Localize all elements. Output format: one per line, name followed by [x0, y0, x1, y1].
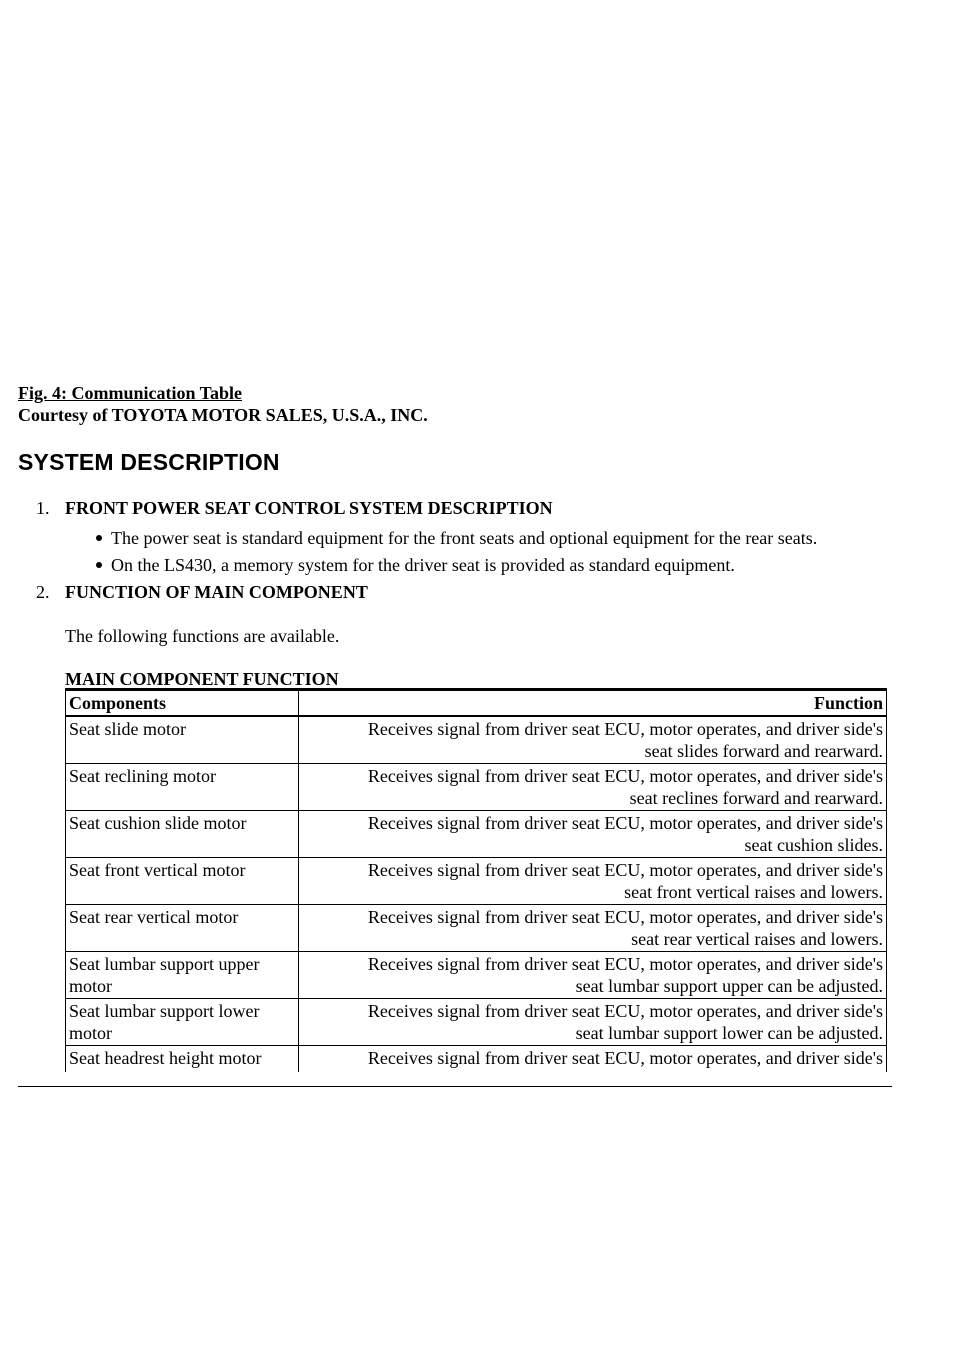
- component-cell: [66, 952, 299, 999]
- bullet-item: [96, 527, 817, 549]
- function-cell: [299, 905, 887, 952]
- function-text: seat lumbar support upper can be adjusted.: [575, 976, 883, 996]
- function-cell: [299, 952, 887, 999]
- column-header-components: Components: [66, 690, 299, 717]
- function-text: seat reclines forward and rearward.: [629, 788, 883, 808]
- paragraph: The following functions are available.: [65, 626, 340, 646]
- component-cell: [66, 764, 299, 811]
- function-text: Receives signal from driver seat ECU, motor operates, and driver side's: [367, 719, 883, 739]
- numbered-item-1: [36, 497, 553, 519]
- function-text: Receives signal from driver seat ECU, motor operates, and driver side's: [367, 1048, 883, 1068]
- function-cell: [299, 716, 887, 764]
- table-row: [66, 1046, 887, 1073]
- function-text: Receives signal from driver seat ECU, motor operates, and driver side's: [367, 813, 883, 833]
- figure-title: Fig. 4: Communication Table: [18, 383, 243, 403]
- function-cell: [299, 1046, 887, 1073]
- bullet-text: On the LS430, a memory system for the driver seat is provided as standard equipment.: [111, 555, 735, 575]
- component-cell: [66, 716, 299, 764]
- function-text: Receives signal from driver seat ECU, motor operates, and driver side's: [367, 860, 883, 880]
- table-row: [66, 999, 887, 1046]
- figure-caption: [18, 382, 428, 426]
- function-text: Receives signal from driver seat ECU, motor operates, and driver side's: [367, 766, 883, 786]
- item-title: FUNCTION OF MAIN COMPONENT: [65, 582, 368, 602]
- page-divider: [18, 1086, 892, 1087]
- table-row: [66, 811, 887, 858]
- bullet-item: [96, 554, 735, 576]
- function-cell: [299, 999, 887, 1046]
- table-row: [66, 716, 887, 764]
- bullet-dot-icon: [96, 562, 102, 568]
- item-title: FRONT POWER SEAT CONTROL SYSTEM DESCRIPTION: [65, 498, 553, 518]
- table-row: [66, 952, 887, 999]
- function-cell: [299, 811, 887, 858]
- function-text: seat cushion slides.: [744, 835, 883, 855]
- component-text: motor: [69, 976, 112, 996]
- section-heading: SYSTEM DESCRIPTION: [18, 449, 280, 475]
- function-text: seat slides forward and rearward.: [644, 741, 883, 761]
- function-text: seat lumbar support lower can be adjusted.: [575, 1023, 883, 1043]
- component-text: Seat lumbar support lower: [69, 1001, 260, 1021]
- component-function-table: [65, 688, 887, 1072]
- component-text: Seat rear vertical motor: [69, 907, 239, 927]
- table-row: [66, 858, 887, 905]
- component-cell: [66, 858, 299, 905]
- function-text: Receives signal from driver seat ECU, motor operates, and driver side's: [367, 907, 883, 927]
- component-text: Seat headrest height motor: [69, 1048, 262, 1068]
- table-header-row: [66, 690, 887, 717]
- table-title: MAIN COMPONENT FUNCTION: [65, 669, 339, 689]
- bullet-dot-icon: [96, 535, 102, 541]
- component-text: Seat lumbar support upper: [69, 954, 260, 974]
- component-text: Seat cushion slide motor: [69, 813, 247, 833]
- bullet-text: The power seat is standard equipment for the front seats and optional equipment for the rear seats.: [111, 528, 818, 548]
- numbered-item-2: [36, 581, 368, 603]
- component-text: motor: [69, 1023, 112, 1043]
- function-text: seat rear vertical raises and lowers.: [631, 929, 883, 949]
- function-cell: [299, 858, 887, 905]
- component-cell: [66, 905, 299, 952]
- item-number: 1.: [36, 498, 50, 518]
- function-text: seat front vertical raises and lowers.: [624, 882, 883, 902]
- component-text: Seat front vertical motor: [69, 860, 246, 880]
- component-cell: [66, 1046, 299, 1073]
- column-header-function: Function: [299, 690, 887, 717]
- component-cell: [66, 811, 299, 858]
- item-number: 2.: [36, 582, 50, 602]
- component-text: Seat slide motor: [69, 719, 186, 739]
- function-cell: [299, 764, 887, 811]
- function-text: Receives signal from driver seat ECU, motor operates, and driver side's: [367, 1001, 883, 1021]
- function-text: Receives signal from driver seat ECU, motor operates, and driver side's: [367, 954, 883, 974]
- component-cell: [66, 999, 299, 1046]
- table-row: [66, 764, 887, 811]
- table-row: [66, 905, 887, 952]
- component-text: Seat reclining motor: [69, 766, 216, 786]
- figure-courtesy: Courtesy of TOYOTA MOTOR SALES, U.S.A., INC.: [18, 405, 428, 425]
